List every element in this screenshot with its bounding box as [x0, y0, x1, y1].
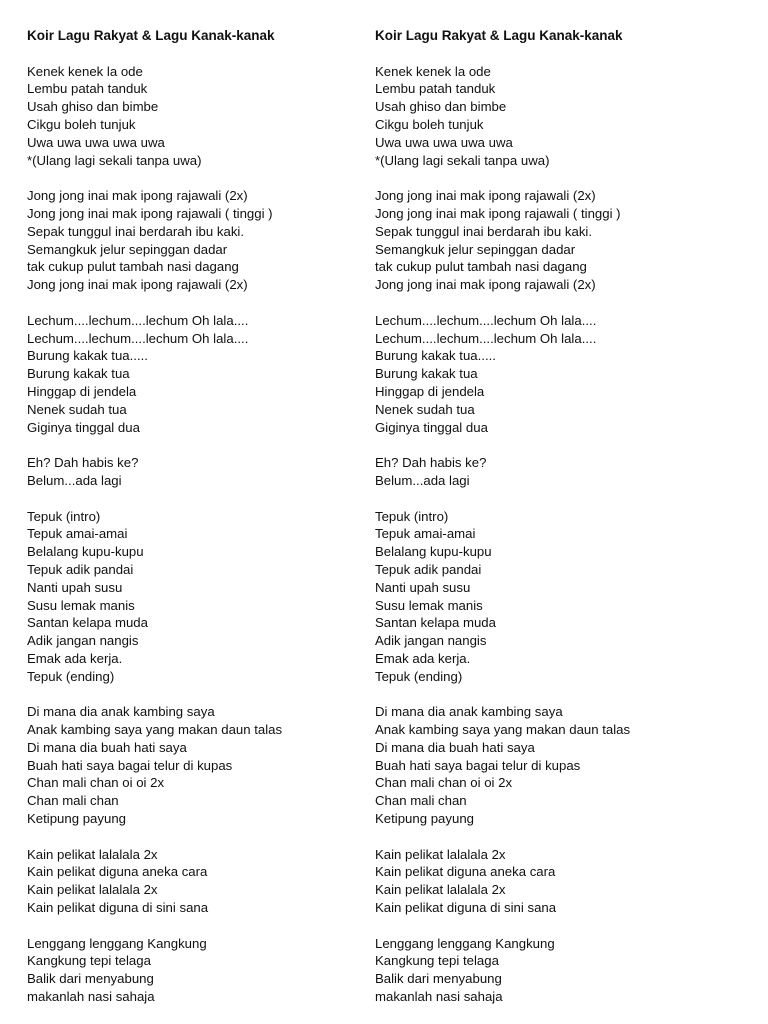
lyric-line: Santan kelapa muda [27, 615, 148, 631]
lyric-line: makanlah nasi sahaja [27, 989, 155, 1005]
lyric-line: Belum...ada lagi [375, 472, 470, 488]
lyric-line: Nanti upah susu [375, 579, 471, 595]
lyric-line: Balik dari menyabung [27, 971, 154, 987]
stanza-list [27, 63, 367, 1006]
document-title: Koir Lagu Rakyat & Lagu Kanak-kanak [27, 28, 275, 43]
lyric-line: Lechum....lechum....lechum Oh lala.... [27, 330, 249, 346]
lyric-line: Adik jangan nangis [27, 633, 139, 649]
stanza [27, 935, 367, 1006]
lyric-line: Kain pelikat lalalala 2x [27, 846, 158, 862]
stanza [27, 703, 367, 828]
lyric-line: Tepuk amai-amai [375, 526, 476, 542]
stanza [27, 454, 367, 490]
lyric-line: Usah ghiso dan bimbe [27, 99, 159, 115]
stanza [375, 63, 715, 170]
lyric-line: Santan kelapa muda [375, 615, 496, 631]
lyric-line: tak cukup pulut tambah nasi dagang [375, 259, 587, 275]
lyrics-column-right [375, 27, 715, 1024]
lyric-line: Chan mali chan oi oi 2x [375, 775, 513, 791]
lyric-line: Uwa uwa uwa uwa uwa [27, 134, 165, 150]
lyric-line: Anak kambing saya yang makan daun talas [27, 722, 283, 738]
lyric-line: Belalang kupu-kupu [27, 544, 144, 560]
lyric-line: Di mana dia buah hati saya [27, 739, 187, 755]
lyric-line: Chan mali chan oi oi 2x [27, 775, 165, 791]
lyric-line: Di mana dia anak kambing saya [375, 704, 563, 720]
lyric-line: Tepuk (ending) [375, 668, 463, 684]
lyric-line: Cikgu boleh tunjuk [27, 116, 136, 132]
lyric-line: Emak ada kerja. [27, 650, 123, 666]
lyric-line: Lechum....lechum....lechum Oh lala.... [27, 312, 249, 328]
lyric-line: Nanti upah susu [27, 579, 123, 595]
stanza [375, 187, 715, 294]
lyric-line: Di mana dia buah hati saya [375, 739, 535, 755]
lyric-line: Lechum....lechum....lechum Oh lala.... [375, 312, 597, 328]
lyric-line: Belalang kupu-kupu [375, 544, 492, 560]
lyric-line: Burung kakak tua [375, 366, 478, 382]
lyric-line: Hinggap di jendela [27, 383, 137, 399]
lyric-line: Eh? Dah habis ke? [27, 455, 139, 471]
lyric-line: Giginya tinggal dua [375, 419, 488, 435]
lyric-line: Kain pelikat diguna di sini sana [27, 900, 209, 916]
lyric-line: Balik dari menyabung [375, 971, 502, 987]
lyric-line: Lembu patah tanduk [27, 81, 148, 97]
lyric-line: Anak kambing saya yang makan daun talas [375, 722, 631, 738]
lyric-line: Jong jong inai mak ipong rajawali (2x) [27, 188, 248, 204]
stanza [375, 703, 715, 828]
stanza [375, 508, 715, 686]
lyric-line: Sepak tunggul inai berdarah ibu kaki. [375, 223, 593, 239]
lyric-line: Jong jong inai mak ipong rajawali ( tinggi ) [375, 205, 621, 221]
lyric-line: Kenek kenek la ode [375, 63, 491, 79]
document-title: Koir Lagu Rakyat & Lagu Kanak-kanak [375, 28, 623, 43]
lyric-line: Kangkung tepi telaga [375, 953, 499, 969]
lyric-line: Belum...ada lagi [27, 472, 122, 488]
lyric-line: Buah hati saya bagai telur di kupas [27, 757, 233, 773]
stanza [27, 187, 367, 294]
lyric-line: Kain pelikat diguna di sini sana [375, 900, 557, 916]
lyric-line: Di mana dia anak kambing saya [27, 704, 215, 720]
lyric-line: Burung kakak tua..... [375, 348, 496, 364]
lyric-line: Nenek sudah tua [375, 401, 475, 417]
stanza [27, 63, 367, 170]
lyric-line: Eh? Dah habis ke? [375, 455, 487, 471]
lyric-line: Susu lemak manis [375, 597, 483, 613]
stanza [375, 935, 715, 1006]
stanza [27, 508, 367, 686]
lyric-line: Kenek kenek la ode [27, 63, 143, 79]
lyric-line: Giginya tinggal dua [27, 419, 140, 435]
lyric-line: Semangkuk jelur sepinggan dadar [375, 241, 576, 257]
lyric-line: Sepak tunggul inai berdarah ibu kaki. [27, 223, 245, 239]
lyric-line: Burung kakak tua [27, 366, 130, 382]
lyric-line: Chan mali chan [27, 793, 119, 809]
lyric-line: *(Ulang lagi sekali tanpa uwa) [375, 152, 550, 168]
lyric-line: Usah ghiso dan bimbe [375, 99, 507, 115]
stanza [27, 846, 367, 917]
lyric-line: Kain pelikat diguna aneka cara [375, 864, 556, 880]
lyric-line: Chan mali chan [375, 793, 467, 809]
lyric-line: Nenek sudah tua [27, 401, 127, 417]
stanza [375, 846, 715, 917]
stanza [375, 312, 715, 437]
lyric-line: Tepuk (intro) [27, 508, 101, 524]
lyric-line: tak cukup pulut tambah nasi dagang [27, 259, 239, 275]
lyric-line: Semangkuk jelur sepinggan dadar [27, 241, 228, 257]
lyric-line: Tepuk adik pandai [375, 561, 482, 577]
lyric-line: Kain pelikat lalalala 2x [375, 846, 506, 862]
lyric-line: Cikgu boleh tunjuk [375, 116, 484, 132]
lyric-line: Tepuk amai-amai [27, 526, 128, 542]
lyric-line: Jong jong inai mak ipong rajawali (2x) [27, 277, 248, 293]
lyric-line: Lembu patah tanduk [375, 81, 496, 97]
stanza [27, 312, 367, 437]
lyric-line: Burung kakak tua..... [27, 348, 148, 364]
lyric-line: Ketipung payung [375, 811, 474, 827]
lyric-line: Lenggang lenggang Kangkung [27, 935, 207, 951]
lyric-line: Adik jangan nangis [375, 633, 487, 649]
lyric-line: *(Ulang lagi sekali tanpa uwa) [27, 152, 202, 168]
stanza-list [375, 63, 715, 1006]
lyric-line: Uwa uwa uwa uwa uwa [375, 134, 513, 150]
lyric-line: Jong jong inai mak ipong rajawali ( tinggi ) [27, 205, 273, 221]
lyric-line: Tepuk adik pandai [27, 561, 134, 577]
lyric-line: Buah hati saya bagai telur di kupas [375, 757, 581, 773]
lyric-line: Kain pelikat lalalala 2x [27, 882, 158, 898]
lyric-line: Jong jong inai mak ipong rajawali (2x) [375, 277, 596, 293]
lyric-line: makanlah nasi sahaja [375, 989, 503, 1005]
stanza [375, 454, 715, 490]
lyric-line: Hinggap di jendela [375, 383, 485, 399]
lyric-line: Tepuk (ending) [27, 668, 115, 684]
lyric-line: Tepuk (intro) [375, 508, 449, 524]
lyrics-column-left [27, 27, 367, 1024]
lyric-line: Kangkung tepi telaga [27, 953, 151, 969]
lyric-line: Kain pelikat lalalala 2x [375, 882, 506, 898]
lyric-line: Jong jong inai mak ipong rajawali (2x) [375, 188, 596, 204]
lyric-line: Lenggang lenggang Kangkung [375, 935, 555, 951]
lyric-line: Ketipung payung [27, 811, 126, 827]
lyric-line: Lechum....lechum....lechum Oh lala.... [375, 330, 597, 346]
lyric-line: Kain pelikat diguna aneka cara [27, 864, 208, 880]
lyric-line: Emak ada kerja. [375, 650, 471, 666]
lyric-line: Susu lemak manis [27, 597, 135, 613]
